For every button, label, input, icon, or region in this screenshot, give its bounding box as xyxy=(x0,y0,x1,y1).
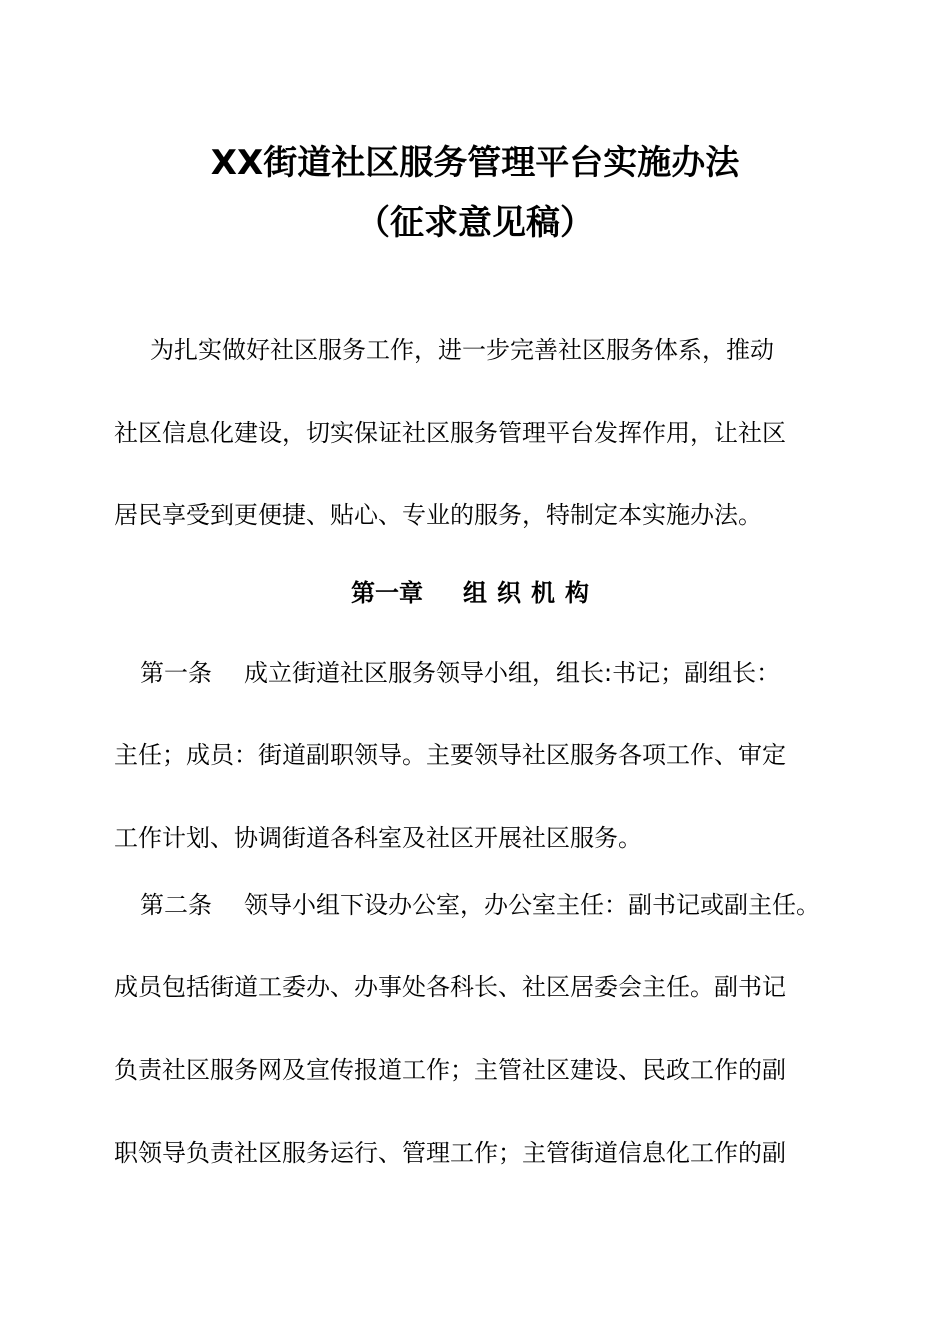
article-2-label: 第二条 xyxy=(140,891,212,919)
article-2-line-1 xyxy=(140,890,820,920)
document-subtitle: （征求意见稿） xyxy=(356,203,594,243)
article-2-text-1: 领导小组下设办公室，办公室主任：副书记或副主任。 xyxy=(244,891,820,919)
intro-line-2: 社区信息化建设，切实保证社区服务管理平台发挥作用，让社区 xyxy=(114,419,786,447)
article-2-line-4: 职领导负责社区服务运行、管理工作；主管街道信息化工作的副 xyxy=(114,1139,786,1167)
article-2-line-2: 成员包括街道工委办、办事处各科长、社区居委会主任。副书记 xyxy=(114,973,786,1001)
intro-line-1: 为扎实做好社区服务工作，进一步完善社区服务体系，推动 xyxy=(150,336,774,364)
article-1-line-2: 主任；成员：街道副职领导。主要领导社区服务各项工作、审定 xyxy=(114,741,786,769)
article-1-label: 第一条 xyxy=(140,659,212,687)
chapter-name: 组织机构 xyxy=(463,579,599,607)
article-1-line-3: 工作计划、协调街道各科室及社区开展社区服务。 xyxy=(114,824,642,852)
article-2-line-3: 负责社区服务网及宣传报道工作；主管社区建设、民政工作的副 xyxy=(114,1056,786,1084)
document-title: XX街道社区服务管理平台实施办法 xyxy=(210,143,740,183)
article-1-line-1 xyxy=(140,658,780,688)
chapter-heading xyxy=(0,578,950,608)
intro-line-3: 居民享受到更便捷、贴心、专业的服务，特制定本实施办法。 xyxy=(114,501,762,529)
article-1-text-1: 成立街道社区服务领导小组，组长:书记；副组长： xyxy=(244,659,781,687)
chapter-number: 第一章 xyxy=(351,579,423,607)
